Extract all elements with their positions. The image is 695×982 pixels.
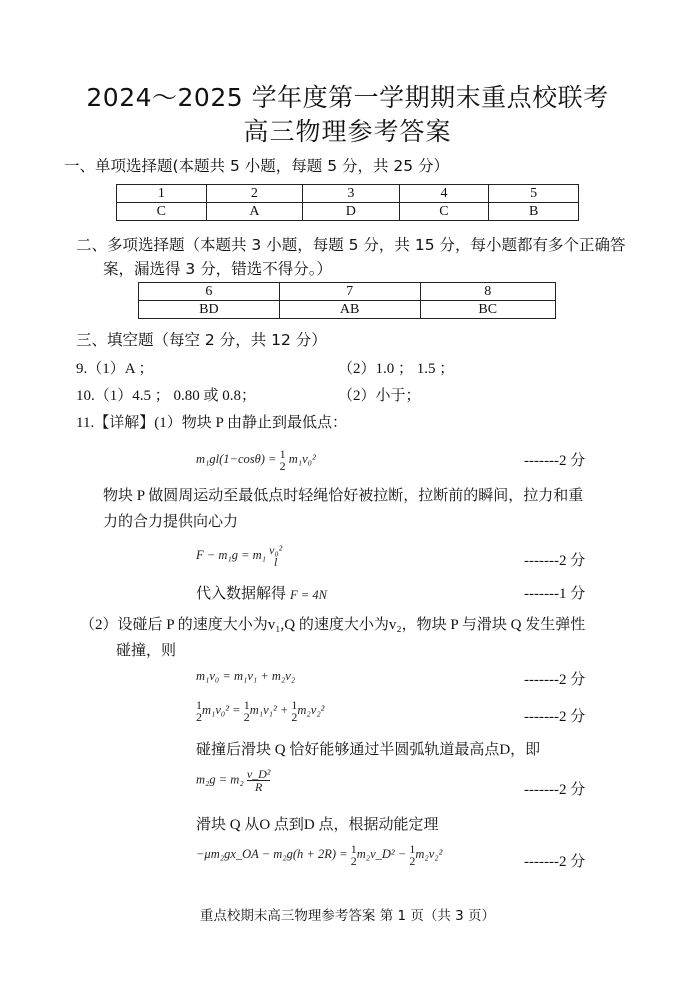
question-number: 4	[399, 185, 489, 203]
equation-momentum-conservation: m₁v₀ = m₁v₁ + m₂v₂	[196, 669, 296, 683]
answer-cell: C	[117, 203, 207, 221]
points-label: -------2 分	[524, 854, 586, 870]
fraction-half: 1 2	[243, 698, 250, 724]
eq1-rhs: m₁v₀²	[288, 451, 316, 466]
answer-cell: A	[206, 203, 302, 221]
question-number: 2	[206, 185, 302, 203]
section3-heading: 三、填空题（每空 2 分，共 12 分）	[76, 331, 327, 349]
q9-part1: 9.（1）A ；	[76, 361, 154, 377]
section2-heading-line1: 二、多项选择题（本题共 3 小题，每题 5 分，共 15 分，每小题都有多个正确答	[76, 236, 626, 254]
q9-part2: （2）1.0 ； 1.5 ；	[338, 361, 455, 377]
answer-cell: BC	[420, 301, 556, 319]
q11-intro: 11.【详解】(1）物块 P 由静止到最低点：	[76, 415, 347, 431]
points-label: -------1 分	[524, 586, 586, 602]
question-number: 8	[420, 283, 556, 301]
q10-part1: 10.（1）4.5 ； 0.80 或 0.8；	[76, 388, 257, 404]
equation-kinetic-energy-conservation: 1 2 m₁v₀² = 1 2 m₁v₁² + 1 2 m₂v₂²	[196, 698, 325, 724]
answer-cell: B	[489, 203, 579, 221]
equation-centripetal-force	[196, 544, 282, 568]
paragraph-line: 物块 P 做圆周运动至最低点时轻绳恰好被拉断，拉断前的瞬间，拉力和重	[103, 488, 584, 504]
table-row-answers	[117, 203, 579, 221]
equation-work-energy: −μm₂gx_OA − m₂g(h + 2R) = 1 2 m₂v_D² − 1 2 m₂v₂²	[196, 842, 443, 868]
paragraph-line: （2）设碰后 P 的速度大小为v₁,Q 的速度大小为v₂，物块 P 与滑块 Q 发生弹性	[80, 617, 586, 633]
question-number: 1	[117, 185, 207, 203]
paragraph-line: 碰撞，则	[116, 643, 177, 659]
eq2-lhs: F − m₁g = m₁	[196, 547, 267, 562]
section2-heading-line2: 案，漏选得 3 分，错选不得分。）	[103, 260, 332, 278]
paragraph-line: 滑块 Q 从O 点到D 点，根据动能定理	[196, 817, 439, 833]
question-number: 5	[489, 185, 579, 203]
section1-heading: 一、单项选择题(本题共 5 小题，每题 5 分，共 25 分）	[64, 157, 450, 175]
single-choice-answer-table	[116, 184, 579, 221]
result-equation: F = 4N	[290, 588, 327, 602]
question-number: 6	[139, 283, 280, 301]
points-label: -------2 分	[524, 709, 586, 725]
result-text: 代入数据解得	[196, 586, 287, 602]
document-title: 2024～2025 学年度第一学期期末重点校联考	[86, 83, 609, 112]
q10-part2: （2）小于；	[338, 388, 421, 404]
document-subtitle: 高三物理参考答案	[243, 117, 452, 146]
multiple-choice-answer-table	[138, 282, 556, 319]
paragraph-line: 碰撞后滑块 Q 恰好能够通过半圆弧轨道最高点D，即	[196, 742, 541, 758]
answer-cell: BD	[139, 301, 280, 319]
points-label: -------2 分	[524, 672, 586, 688]
fraction-half: 1 2	[279, 447, 286, 473]
table-row-numbers	[139, 283, 556, 301]
points-label: -------2 分	[524, 782, 586, 798]
page-footer: 重点校期末高三物理参考答案 第 1 页（共 3 页）	[199, 908, 496, 924]
points-label: -------2 分	[524, 553, 586, 569]
equation-energy-conservation	[196, 448, 316, 472]
eq1-lhs: m₁gl(1−cosθ) =	[196, 451, 277, 466]
question-number: 3	[303, 185, 399, 203]
table-row-answers	[139, 301, 556, 319]
answer-cell: C	[399, 203, 489, 221]
answer-cell: D	[303, 203, 399, 221]
fraction: v₀² l	[269, 543, 283, 569]
equation-top-point: m₂g = m₂ $\frac{\text{v\_D²}}{R}$	[196, 767, 271, 794]
fraction-half: 1 2	[196, 698, 202, 724]
fraction: $\frac{\text{v\_D²}}{R}$	[246, 767, 271, 794]
paragraph-line: 力的合力提供向心力	[103, 514, 239, 530]
fraction-half: 1 2	[409, 842, 416, 868]
fraction-half: 1 2	[291, 698, 298, 724]
answer-cell: AB	[279, 301, 420, 319]
points-label: -------2 分	[524, 453, 586, 469]
fraction-half: 1 2	[350, 842, 357, 868]
table-row-numbers	[117, 185, 579, 203]
question-number: 7	[279, 283, 420, 301]
